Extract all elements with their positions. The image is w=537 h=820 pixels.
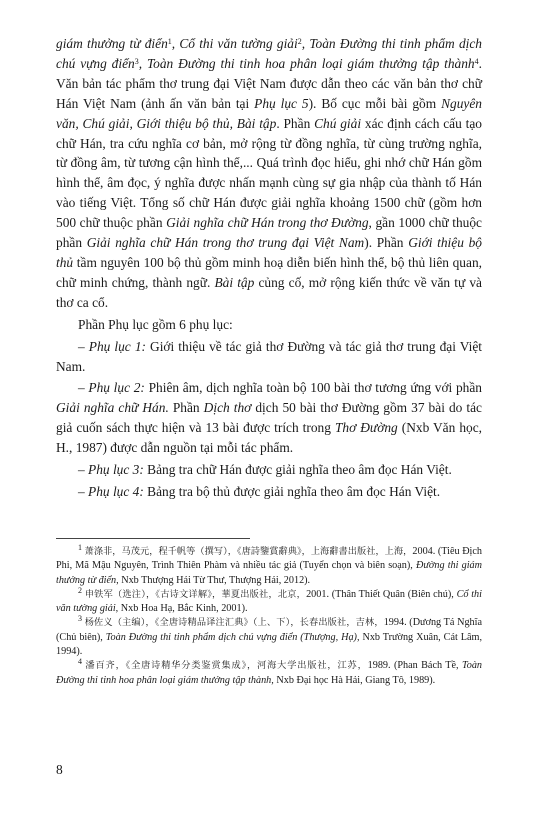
text: Bảng tra bộ thủ được giải nghĩa theo âm đọc Hán Việt. (143, 483, 441, 499)
footnote-number: 3 (78, 614, 82, 624)
text: . Phần (276, 115, 315, 131)
text: Phần (168, 400, 204, 416)
italic-text: Phụ lục 1: (88, 338, 146, 354)
text: 1994. (Dương Tá Nghĩa (Chủ biên), (56, 617, 482, 643)
text: (Nxb Văn học, H., 1987) được dẫn nguồn tại mỗi tác phẩm. (56, 420, 482, 456)
italic-text: Nguyên văn, Chú giải, Giới thiệu bộ thủ, Bài tập (56, 95, 482, 131)
chinese-citation: 潘百齐，《全唐诗精华分类鉴赏集成》，河海大学出版社，江苏， (85, 660, 368, 672)
footnote-number: 2 (78, 585, 82, 595)
footnote-ref-2: 2 (297, 37, 302, 46)
text: tầm nguyên 100 bộ thủ gồm minh hoạ diễn biến hình thể, bộ thủ liên quan, chữ minh chứng, thành ngữ. (56, 254, 482, 290)
italic-text: Cổ thi văn tường giải, (56, 588, 482, 615)
chinese-citation: 杨佐义（主编），《全唐诗精品译注汇典》（上、下），长春出版社，吉林， (84, 617, 384, 629)
footnote-4 (56, 659, 482, 688)
italic-text: Dịch thơ (203, 400, 252, 416)
footnotes (56, 545, 482, 688)
text: 2004. (Tiêu Địch Phi, Mã Mậu Nguyên, Trình Thiên Phàm và nhiều tác giả (Tuyển chọn và biên soạn), (56, 546, 483, 572)
text: – (78, 483, 89, 499)
italic-text: Phụ lục 3: (88, 462, 144, 478)
italic-text: Thơ Đường (334, 420, 398, 436)
text: Nxb Đại học Hà Hải, Giang Tô, 1989). (273, 674, 436, 686)
italic-text: Đường thi giám thưởng từ điển, (56, 560, 483, 586)
text: củng cố, mở rộng kiến thức về văn tự và thơ ca cổ. (56, 274, 482, 310)
text: Nxb Thượng Hải Từ Thư, Thượng Hải, 2012). (118, 574, 311, 586)
text: 1989. (Phan Bách Tề, (367, 660, 462, 672)
text: – (78, 462, 89, 478)
footnote-3 (56, 616, 482, 659)
footnote-1 (56, 545, 482, 588)
text: – (78, 338, 89, 354)
text: Giới thiệu về tác giả thơ Đường và tác giả thơ trung đại Việt Nam. (56, 338, 482, 374)
text: . Văn bản tác phẩm thơ trung đại Việt Nam được dẫn theo các văn bản thơ chữ Hán Việt Nam (ảnh ấn văn bản tại (56, 55, 482, 111)
footnote-2 (56, 585, 482, 617)
italic-text: Giải nghĩa chữ Hán trong thơ trung đại Việt Nam (86, 235, 365, 251)
paragraph-appendix-intro: Phần Phụ lục gồm 6 phụ lục: (78, 316, 233, 332)
paragraph-appendix-3 (56, 460, 482, 480)
paragraph-appendix-4 (56, 482, 482, 502)
footnote-separator (56, 538, 250, 539)
text: Nxb Hoa Hạ, Bắc Kinh, 2001). (118, 603, 248, 615)
italic-text: Toàn Đường thi tinh phẩm dịch chú vựng điển (56, 36, 482, 71)
text: – (78, 380, 89, 396)
italic-text: Giới thiệu bộ thủ (56, 235, 482, 270)
footnote-ref-1: 1 (167, 37, 172, 46)
footnote-number: 4 (78, 657, 82, 667)
italic-text: Toàn Đường thi tinh hoa phân loại giám thưởng tập thành, (56, 660, 483, 686)
italic-text: Cổ thi văn tường giải (179, 36, 298, 51)
page-number: 8 (56, 762, 63, 777)
italic-text: giám thưởng từ điển (56, 36, 168, 51)
paragraph-sources-and-structure (56, 34, 482, 313)
paragraph-appendix-2 (56, 378, 482, 458)
main-text (56, 34, 482, 502)
italic-text: Toàn Đường thi tinh phẩm dịch chú vựng điển (Thượng, Hạ), (105, 631, 360, 643)
italic-text: , (138, 55, 147, 71)
text: Bảng tra chữ Hán được giải nghĩa theo âm đọc Hán Việt. (143, 462, 452, 478)
text: dịch 50 bài thơ Đường gồm 37 bài do tác giả cuốn sách thực hiện và 13 bài được trích trong (56, 400, 482, 436)
text: ). Bố cục mỗi bài gồm (308, 95, 442, 111)
italic-text: Toàn Đường thi tinh hoa phân loại giám thưởng tập thành (146, 55, 475, 71)
text: Nxb Trường Xuân, Cát Lâm, 1994). (56, 631, 482, 658)
paragraph-appendix-1 (56, 337, 482, 377)
italic-text: Phụ lục 5 (254, 95, 309, 111)
text: ). Phần (364, 235, 409, 251)
chinese-citation: 申铁军（选注），《古诗文详解》，華夏出版社，北京， (84, 588, 307, 600)
italic-text: Phụ lục 4: (88, 483, 144, 499)
text: 2001. (Thân Thiết Quân (Biên chú), (306, 588, 457, 600)
italic-text: Giải nghĩa chữ Hán trong thơ Đường (166, 215, 369, 231)
italic-text: Phụ lục 2: (88, 380, 145, 396)
chinese-citation: 萧涤非，马茂元，程千帆等（撰写），《唐詩鑒賞辭典》，上海辭書出版社，上海， (84, 546, 413, 557)
italic-text: Giải nghĩa chữ Hán. (56, 400, 169, 416)
text: xác định cách cấu tạo chữ Hán, tra cứu nghĩa cơ bản, mở rộng từ đồng nghĩa, từ cùng trường nghĩa, từ đồng âm, từ tương cận hình thể,... Quá trình đọc hiểu, ghi nhớ chữ Hán gồm hình thể, âm đọc, ý nghĩa được nhấn mạnh cùng sự gia nhập của thành tố Hán vào tiếng Việt. Tổng số chữ Hán được giải nghĩa khoảng 1500 chữ (gồm hơn 500 chữ thuộc phần (56, 115, 482, 231)
text: Phiên âm, dịch nghĩa toàn bộ 100 bài thơ tương ứng với phần (144, 380, 483, 396)
italic-text: , (301, 36, 310, 51)
italic-text: Bài tập (214, 274, 255, 290)
italic-text: , (171, 36, 180, 51)
italic-text: Chú giải (314, 115, 362, 131)
footnote-ref-3: 3 (134, 56, 139, 66)
text: , gần 1000 chữ thuộc phần (56, 215, 483, 251)
footnote-number: 1 (78, 543, 82, 552)
footnote-ref-4: 4 (474, 56, 479, 66)
